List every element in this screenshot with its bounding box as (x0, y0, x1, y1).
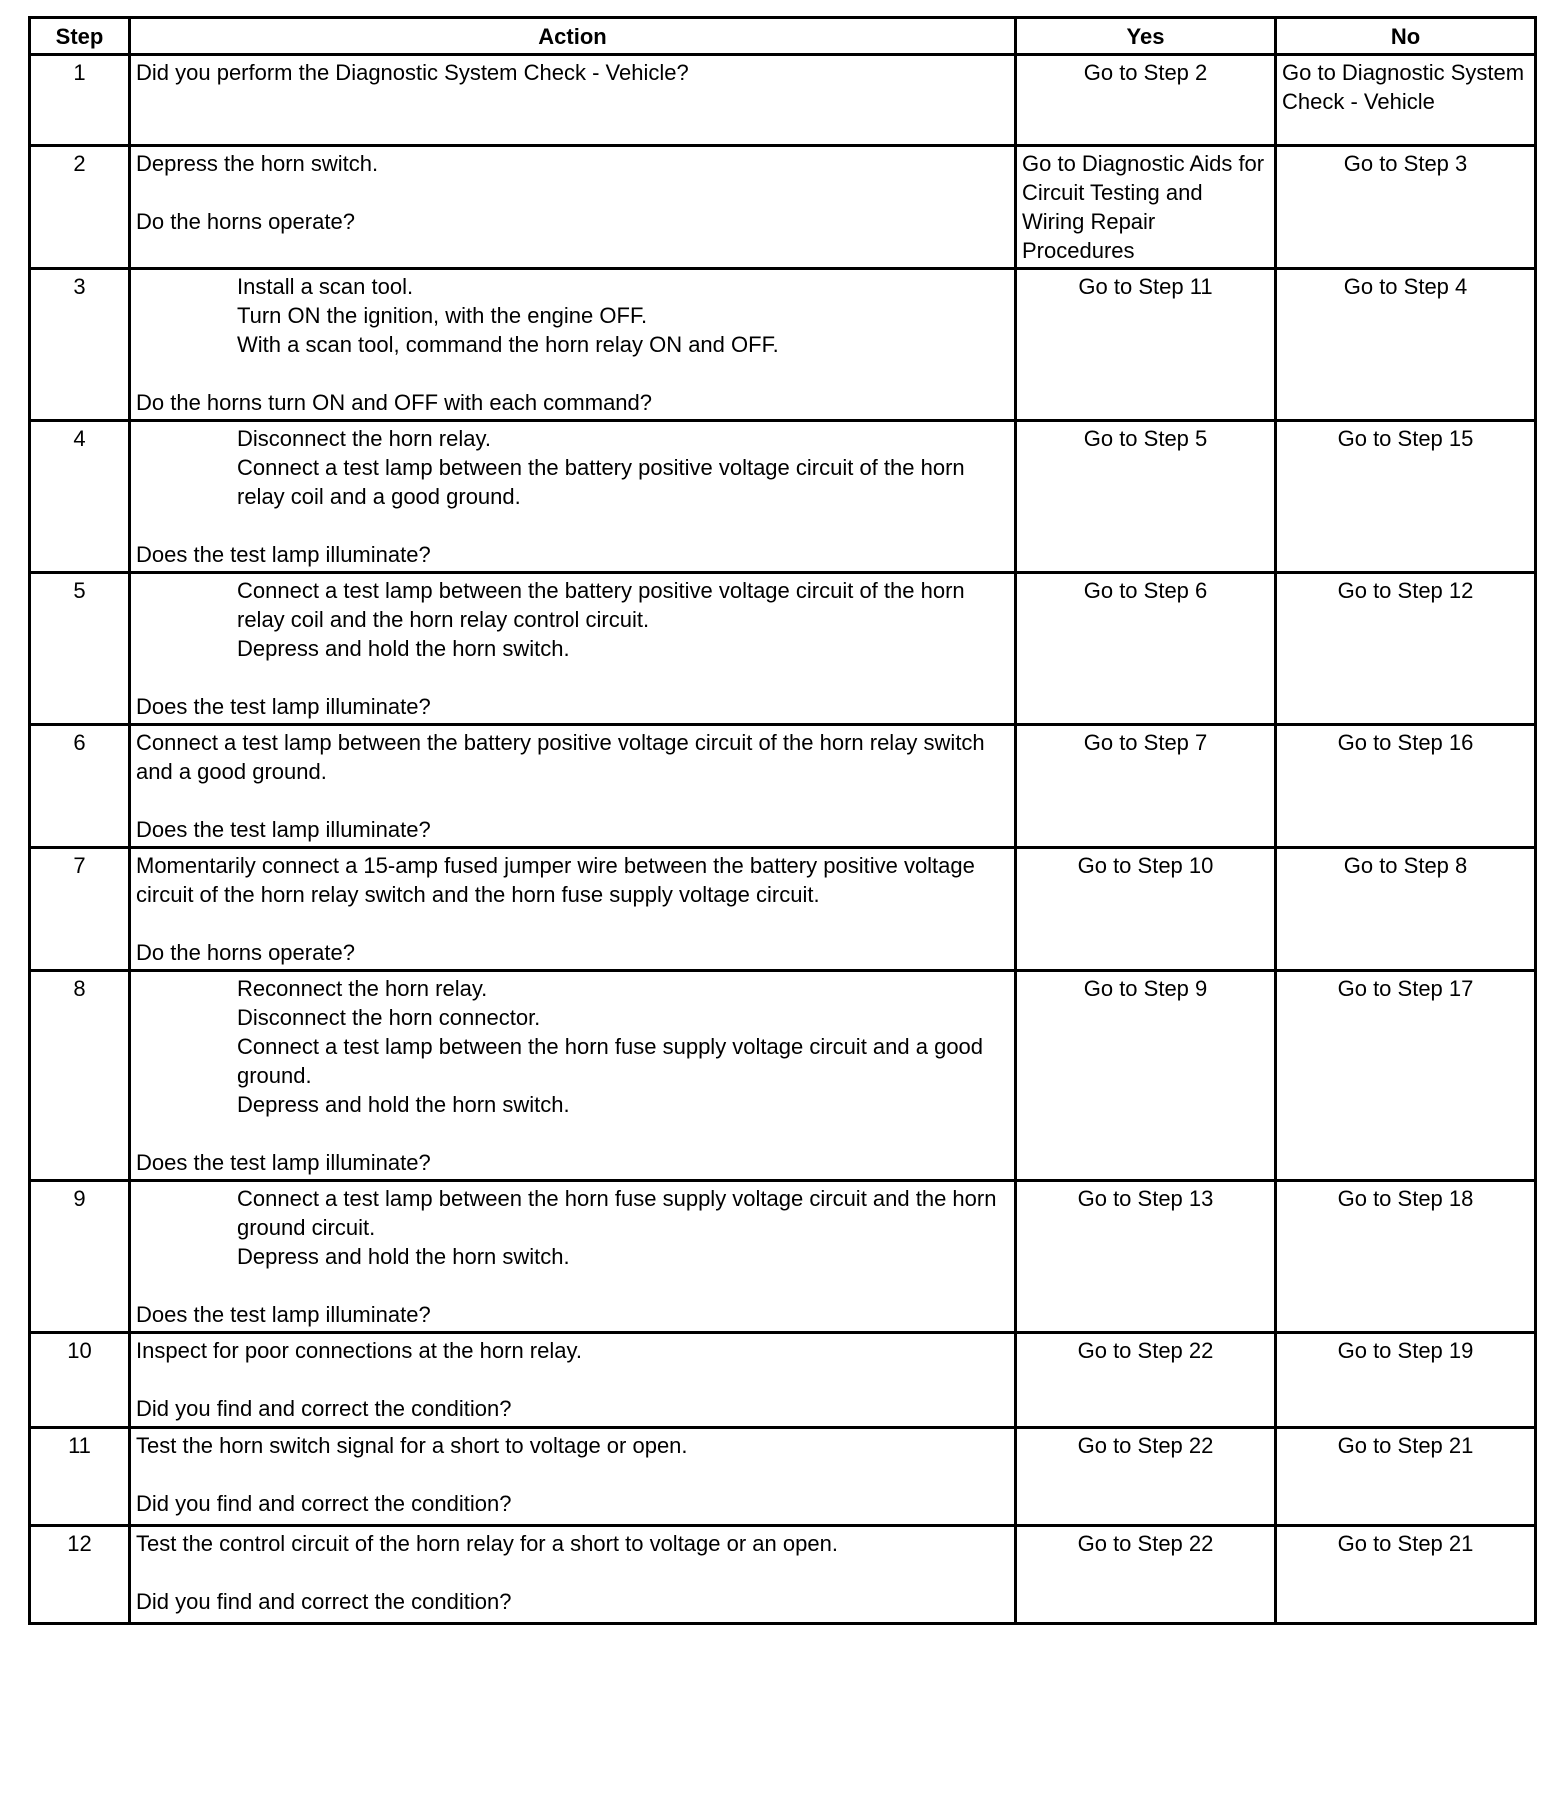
yes-result: Go to Step 6 (1016, 573, 1276, 725)
no-result: Go to Step 21 (1276, 1428, 1536, 1526)
action-question: Do the horns operate? (136, 940, 355, 965)
header-yes: Yes (1016, 18, 1276, 55)
yes-result: Go to Step 7 (1016, 725, 1276, 848)
action-cell (130, 146, 1016, 269)
table-row (30, 1333, 1536, 1428)
no-result: Go to Step 8 (1276, 848, 1536, 971)
step-number: 4 (30, 421, 130, 573)
no-result: Go to Step 4 (1276, 269, 1536, 421)
action-cell (130, 971, 1016, 1181)
action-cell (130, 573, 1016, 725)
action-question: Does the test lamp illuminate? (136, 1302, 431, 1327)
header-no: No (1276, 18, 1536, 55)
table-row (30, 1181, 1536, 1333)
no-result: Go to Step 18 (1276, 1181, 1536, 1333)
yes-result: Go to Step 22 (1016, 1526, 1276, 1624)
action-cell (130, 55, 1016, 146)
instruction-line: Turn ON the ignition, with the engine OFF. (237, 303, 648, 328)
action-cell (130, 421, 1016, 573)
action-question: Do the horns operate? (136, 209, 355, 234)
action-question: Did you find and correct the condition? (136, 1396, 512, 1421)
action-question: Do the horns turn ON and OFF with each command? (136, 390, 653, 415)
instruction-line: Depress and hold the horn switch. (237, 1092, 570, 1117)
step-number: 2 (30, 146, 130, 269)
step-number: 7 (30, 848, 130, 971)
step-number: 10 (30, 1333, 130, 1428)
instruction-line: Connect a test lamp between the battery positive voltage circuit of the horn relay coil and the horn relay control circuit. (237, 578, 965, 632)
action-cell (130, 1333, 1016, 1428)
yes-result: Go to Step 22 (1016, 1428, 1276, 1526)
action-text: Did you perform the Diagnostic System Check - Vehicle? (136, 60, 689, 85)
action-question: Does the test lamp illuminate? (136, 542, 431, 567)
action-text: Test the control circuit of the horn relay for a short to voltage or an open. (136, 1531, 838, 1556)
instruction-line: Disconnect the horn relay. (237, 426, 491, 451)
yes-result: Go to Step 13 (1016, 1181, 1276, 1333)
action-text: Inspect for poor connections at the horn relay. (136, 1338, 582, 1363)
no-result: Go to Step 15 (1276, 421, 1536, 573)
action-question: Did you find and correct the condition? (136, 1589, 512, 1614)
table-row (30, 146, 1536, 269)
instruction-line: Reconnect the horn relay. (237, 976, 488, 1001)
action-question: Does the test lamp illuminate? (136, 694, 431, 719)
header-action: Action (130, 18, 1016, 55)
action-text: Connect a test lamp between the battery positive voltage circuit of the horn relay switch and a good ground. (136, 730, 985, 784)
yes-result: Go to Step 9 (1016, 971, 1276, 1181)
no-result: Go to Step 16 (1276, 725, 1536, 848)
no-result: Go to Step 21 (1276, 1526, 1536, 1624)
table-row (30, 1428, 1536, 1526)
table-row (30, 848, 1536, 971)
step-number: 11 (30, 1428, 130, 1526)
step-number: 5 (30, 573, 130, 725)
yes-result: Go to Step 2 (1016, 55, 1276, 146)
no-result: Go to Step 12 (1276, 573, 1536, 725)
yes-result: Go to Step 11 (1016, 269, 1276, 421)
table-row (30, 725, 1536, 848)
step-number: 8 (30, 971, 130, 1181)
yes-result: Go to Step 10 (1016, 848, 1276, 971)
instruction-line: Connect a test lamp between the horn fuse supply voltage circuit and the horn ground circuit. (237, 1186, 997, 1240)
action-question: Does the test lamp illuminate? (136, 817, 431, 842)
step-number: 3 (30, 269, 130, 421)
no-result: Go to Step 3 (1276, 146, 1536, 269)
no-result: Go to Diagnostic System Check - Vehicle (1276, 55, 1536, 146)
table-row (30, 55, 1536, 146)
table-row (30, 421, 1536, 573)
header-step: Step (30, 18, 130, 55)
action-cell (130, 1526, 1016, 1624)
diagnostic-table (28, 16, 1537, 1625)
action-cell (130, 1181, 1016, 1333)
instruction-line: Disconnect the horn connector. (237, 1005, 541, 1030)
action-text: Momentarily connect a 15-amp fused jumper wire between the battery positive voltage circuit of the horn relay switch and the horn fuse supply voltage circuit. (136, 853, 975, 907)
action-cell (130, 269, 1016, 421)
step-number: 9 (30, 1181, 130, 1333)
instruction-line: Connect a test lamp between the battery positive voltage circuit of the horn relay coil and a good ground. (237, 455, 965, 509)
instruction-line: With a scan tool, command the horn relay ON and OFF. (237, 332, 779, 357)
action-question: Does the test lamp illuminate? (136, 1150, 431, 1175)
header-row (30, 18, 1536, 55)
step-number: 12 (30, 1526, 130, 1624)
instruction-line: Depress and hold the horn switch. (237, 1244, 570, 1269)
table-row (30, 1526, 1536, 1624)
action-cell (130, 848, 1016, 971)
action-text: Test the horn switch signal for a short to voltage or open. (136, 1433, 688, 1458)
action-text: Depress the horn switch. (136, 151, 379, 176)
action-cell (130, 725, 1016, 848)
table-row (30, 971, 1536, 1181)
instruction-line: Depress and hold the horn switch. (237, 636, 570, 661)
no-result: Go to Step 19 (1276, 1333, 1536, 1428)
step-number: 6 (30, 725, 130, 848)
instruction-line: Install a scan tool. (237, 274, 414, 299)
table-row (30, 269, 1536, 421)
table-row (30, 573, 1536, 725)
instruction-line: Connect a test lamp between the horn fuse supply voltage circuit and a good ground. (237, 1034, 984, 1088)
no-result: Go to Step 17 (1276, 971, 1536, 1181)
action-question: Did you find and correct the condition? (136, 1491, 512, 1516)
step-number: 1 (30, 55, 130, 146)
action-cell (130, 1428, 1016, 1526)
yes-result: Go to Step 22 (1016, 1333, 1276, 1428)
yes-result: Go to Diagnostic Aids for Circuit Testing and Wiring Repair Procedures (1016, 146, 1276, 269)
yes-result: Go to Step 5 (1016, 421, 1276, 573)
